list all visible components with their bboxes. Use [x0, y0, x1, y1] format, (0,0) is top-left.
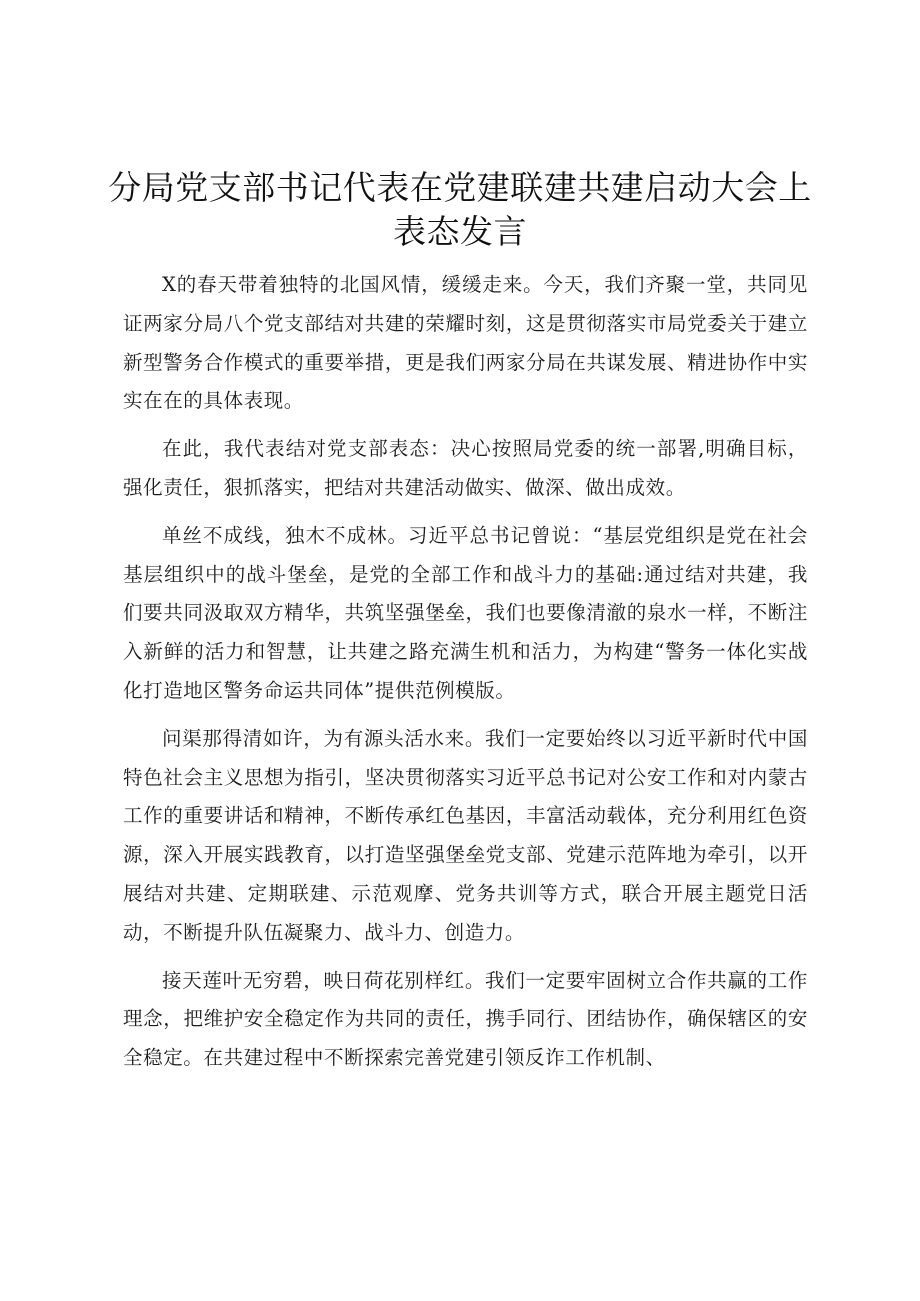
paragraph-5: 接天莲叶无穷碧，映日荷花别样红。我们一定要牢固树立合作共赢的工作理念，把维护安全稳定作为共同的责任，携手同行、团结协作，确保辖区的安全稳定。在共建过程中不断探索完善党建引领反诈工作机制、	[123, 968, 808, 1070]
document-body	[123, 266, 808, 1087]
document-title: 分局党支部书记代表在党建联建共建启动大会上表态发言	[108, 168, 812, 251]
paragraph-4: 问渠那得清如许，为有源头活水来。我们一定要始终以习近平新时代中国特色社会主义思想为指引，坚决贯彻落实习近平总书记对公安工作和对内蒙古工作的重要讲话和精神，不断传承红色基因，丰富活动载体，充分利用红色资源，深入开展实践教育，以打造坚强堡垒党支部、党建示范阵地为牵引，以开展结对共建、定期联建、示范观摩、党务共训等方式，联合开展主题党日活动，不断提升队伍凝聚力、战斗力、创造力。	[123, 726, 808, 944]
paragraph-2: 在此，我代表结对党支部表态：决心按照局党委的统一部署,明确目标，强化责任，狠抓落实，把结对共建活动做实、做深、做出成效。	[123, 437, 808, 499]
paragraph-3: 单丝不成线，独木不成林。习近平总书记曾说：“基层党组织是党在社会基层组织中的战斗堡垒，是党的全部工作和战斗力的基础:通过结对共建，我们要共同汲取双方精华，共筑坚强堡垒，我们也要像清澈的泉水一样，不断注入新鲜的活力和智慧，让共建之路充满生机和活力，为构建“警务一体化实战化打造地区警务命运共同体”提供范例模版。	[123, 523, 808, 702]
paragraph-1: X的春天带着独特的北国风情，缓缓走来。今天，我们齐聚一堂，共同见证两家分局八个党支部结对共建的荣耀时刻，这是贯彻落实市局党委关于建立新型警务合作模式的重要举措，更是我们两家分局在共谋发展、精进协作中实实在在的具体表现。	[123, 273, 808, 413]
